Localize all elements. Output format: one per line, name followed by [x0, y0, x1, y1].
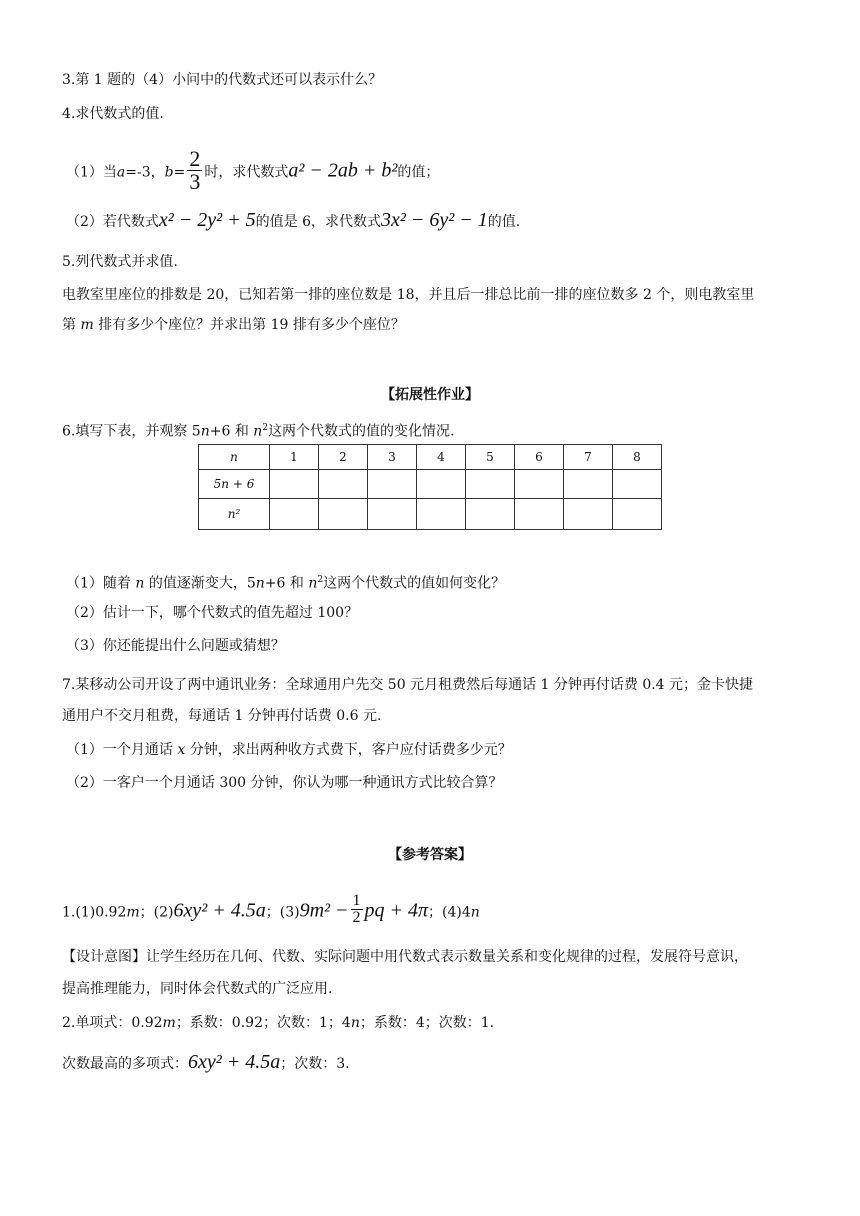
question-5-line-2: 第 m 排有多少个座位？并求出第 19 排有多少个座位？	[62, 317, 405, 333]
table-cell: 2	[319, 445, 368, 470]
table-cell-empty	[613, 470, 662, 499]
expr-3x2-6y2-1: 3x² − 6y² − 1	[381, 209, 488, 231]
section-heading-extension: 【拓展性作业】	[381, 387, 479, 403]
table-cell: 4	[417, 445, 466, 470]
table-header-row	[199, 445, 662, 470]
question-6-title: 6.填写下表，并观察 5n+6 和 $n^2$这两个代数式的值的变化情况.	[62, 423, 455, 440]
question-5-title: 5.列代数式并求值.	[62, 254, 178, 270]
table-cell: n	[199, 445, 270, 470]
design-intent-line-1: 【设计意图】让学生经历在几何、代数、实际问题中用代数式表示数量关系和变化规律的过程，发展符号意识，	[62, 949, 748, 965]
value-table	[198, 444, 662, 530]
table-cell-empty	[564, 470, 613, 499]
table-cell-empty	[564, 499, 613, 530]
table-cell: 6	[515, 445, 564, 470]
table-cell-empty	[613, 499, 662, 530]
table-cell-empty	[270, 499, 319, 530]
question-7-part-1: （1）一个月通话 x 分钟，求出两种收方式费下，客户应付话费多少元？	[66, 742, 512, 758]
table-cell: 5	[466, 445, 515, 470]
question-3: 3.第 1 题的（4）小问中的代数式还可以表示什么？	[62, 72, 383, 88]
answer-1: 1.(1)0.92m；(2)6xy² + 4.5a；(3)9m² − $\frac{1}{2}$ pq + 4π；(4)4n	[62, 892, 480, 926]
table-cell: 3	[368, 445, 417, 470]
question-4-part-2: （2）若代数式x² − 2y² + 5的值是 6，求代数式3x² − 6y² − 1的值.	[66, 209, 521, 231]
table-cell-empty	[417, 499, 466, 530]
table-cell-empty	[466, 499, 515, 530]
expr-a2-2ab-b2: a² − 2ab + b²	[288, 159, 398, 182]
table-row-label: n²	[199, 499, 270, 530]
expr-x2-2y2-5: x² − 2y² + 5	[158, 209, 256, 231]
expr-6xy2-4-5a: 6xy² + 4.5a	[188, 1051, 281, 1073]
answer-2-line-2: 次数最高的多项式：6xy² + 4.5a；次数：3.	[62, 1051, 350, 1073]
table-cell: 7	[564, 445, 613, 470]
question-7-part-2: （2）一客户一个月通话 300 分钟，你认为哪一种通讯方式比较合算？	[66, 775, 503, 791]
question-4-title: 4.求代数式的值.	[62, 106, 164, 122]
table-cell-empty	[515, 470, 564, 499]
fraction-one-half: $\frac{1}{2}$	[352, 892, 361, 926]
question-7-line-2: 通用户不交月租费，每通话 1 分钟再付话费 0.6 元.	[62, 708, 382, 724]
table-cell: 1	[270, 445, 319, 470]
table-cell-empty	[319, 499, 368, 530]
table-cell-empty	[368, 470, 417, 499]
table-row-label: 5n + 6	[199, 470, 270, 499]
question-6-part-2: （2）估计一下，哪个代数式的值先超过 100？	[66, 605, 359, 621]
table-cell: 8	[613, 445, 662, 470]
question-7-line-1: 7.某移动公司开设了两中通讯业务：全球通用户先交 50 元月租费然后每通话 1 分钟再付话费 0.4 元；金卡快捷	[62, 677, 754, 693]
table-cell-empty	[270, 470, 319, 499]
answer-2-line-1: 2.单项式：0.92m；系数：0.92；次数：1；4n；系数：4；次数：1.	[62, 1015, 495, 1031]
table-cell-empty	[466, 470, 515, 499]
section-heading-answers: 【参考答案】	[388, 847, 472, 863]
expr-pq-4pi: pq + 4π	[364, 899, 429, 922]
fraction-two-thirds: $\frac{2}{3}$	[189, 146, 201, 194]
question-6-part-1: （1）随着 n 的值逐渐变大，5n+6 和 $n^2$这两个代数式的值如何变化？	[66, 575, 506, 592]
table-row	[199, 499, 662, 530]
table-cell-empty	[319, 470, 368, 499]
table-cell-empty	[368, 499, 417, 530]
table-cell-empty	[515, 499, 564, 530]
table-cell-empty	[417, 470, 466, 499]
question-5-line-1: 电教室里座位的排数是 20，已知若第一排的座位数是 18，并且后一排总比前一排的座位数多 2 个，则电教室里	[62, 287, 755, 303]
design-intent-line-2: 提高推理能力，同时体会代数式的广泛应用.	[62, 981, 333, 997]
expr-6xy2-4-5a: 6xy² + 4.5a	[173, 899, 266, 922]
expr-9m2: 9m² −	[299, 899, 349, 922]
question-4-part-1: （1）当a=-3，b= $\frac{2}{3}$ 时，求代数式a² − 2ab + b²的值；	[66, 146, 440, 194]
question-6-part-3: （3）你还能提出什么问题或猜想？	[66, 638, 285, 654]
table-row	[199, 470, 662, 499]
